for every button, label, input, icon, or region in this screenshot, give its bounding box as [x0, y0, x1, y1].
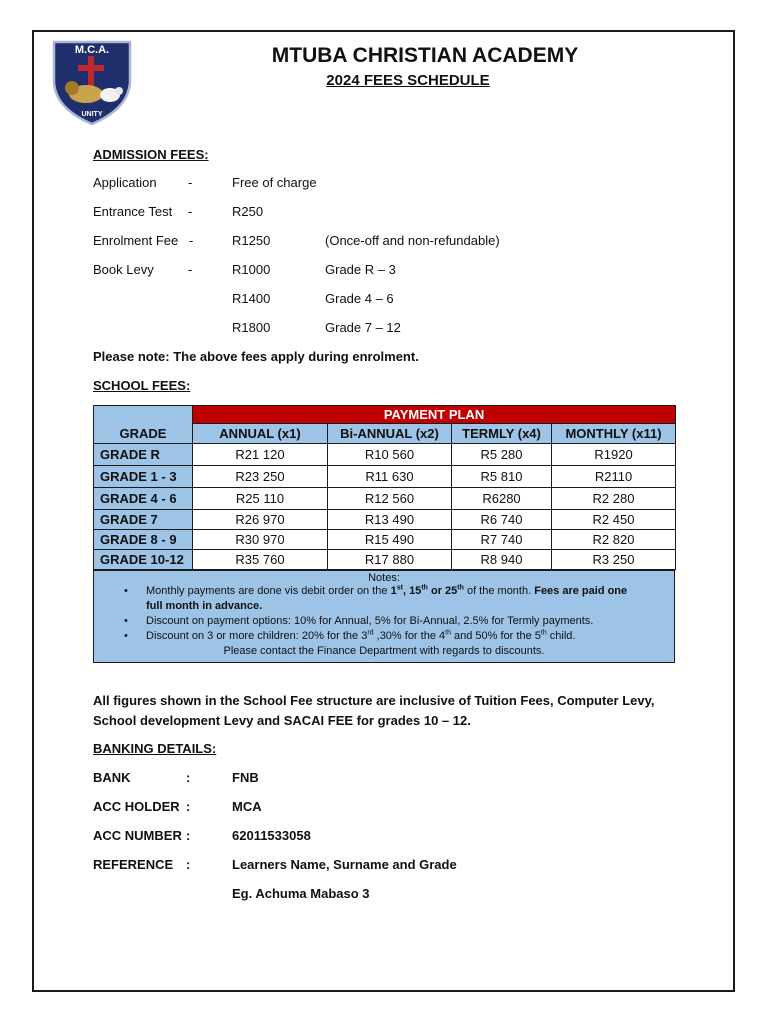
- fee-cell: R3 250: [552, 550, 676, 570]
- fee-cell: R23 250: [193, 466, 328, 488]
- grade-cell: GRADE 7: [94, 510, 193, 530]
- admission-dash: -: [188, 262, 193, 277]
- bullet-icon: •: [124, 615, 128, 627]
- fee-cell: R35 760: [193, 550, 328, 570]
- reference-label: REFERENCE: [93, 857, 174, 872]
- admission-dash: -: [189, 233, 194, 248]
- admission-fees-heading: ADMISSION FEES:: [93, 147, 209, 162]
- fees-notes-box: [93, 570, 675, 663]
- bank-value: FNB: [232, 770, 259, 785]
- banking-details-heading: BANKING DETAILS:: [93, 741, 217, 756]
- school-name-title: MTUBA CHRISTIAN ACADEMY: [271, 44, 579, 67]
- note-item: • Discount on payment options: 10% for Annual, 5% for Bi-Annual, 2.5% for Termly payments.: [124, 615, 594, 627]
- reference-example: Eg. Achuma Mabaso 3: [232, 886, 370, 901]
- admission-note: Grade 4 – 6: [325, 291, 394, 306]
- school-fees-heading: SCHOOL FEES:: [93, 378, 191, 393]
- acc-holder-colon: :: [186, 799, 191, 814]
- admission-amount: R1000: [232, 262, 271, 277]
- admission-amount: R1250: [232, 233, 271, 248]
- svg-text:M.C.A.: M.C.A.: [74, 44, 110, 56]
- fee-cell: R2 280: [552, 488, 676, 510]
- acc-holder-label: ACC HOLDER: [93, 799, 180, 814]
- table-row: [94, 530, 676, 550]
- fee-cell: R13 490: [328, 510, 452, 530]
- fee-cell: R2 450: [552, 510, 676, 530]
- reference-value: Learners Name, Surname and Grade: [232, 857, 457, 872]
- fee-cell: R15 490: [328, 530, 452, 550]
- admission-amount: R1800: [232, 320, 271, 335]
- column-header: Bi-ANNUAL (x2): [328, 424, 452, 444]
- admission-note: Grade 7 – 12: [325, 320, 401, 335]
- table-row: [94, 550, 676, 570]
- grade-cell: GRADE 10-12: [94, 550, 193, 570]
- fee-cell: R1920: [552, 444, 676, 466]
- table-row: [94, 466, 676, 488]
- fee-cell: R7 740: [452, 530, 552, 550]
- admission-label: Book Levy: [93, 262, 154, 277]
- fee-cell: R5 810: [452, 466, 552, 488]
- fee-cell: R25 110: [193, 488, 328, 510]
- fee-cell: R6 740: [452, 510, 552, 530]
- admission-dash: -: [188, 204, 193, 219]
- column-header: MONTHLY (x11): [552, 424, 676, 444]
- inclusive-statement-line1: All figures shown in the School Fee structure are inclusive of Tuition Fees, Computer Levy,: [93, 693, 655, 708]
- fee-cell: R17 880: [328, 550, 452, 570]
- acc-number-value: 62011533058: [232, 828, 311, 843]
- grade-cell: GRADE 8 - 9: [94, 530, 193, 550]
- admission-label: Entrance Test: [93, 204, 173, 219]
- grade-cell: GRADE R: [94, 444, 193, 466]
- fees-table: [93, 405, 676, 570]
- grade-cell: GRADE 1 - 3: [94, 466, 193, 488]
- fee-cell: R12 560: [328, 488, 452, 510]
- notes-title: Notes:: [368, 572, 400, 584]
- admission-amount: R1400: [232, 291, 271, 306]
- table-row: [94, 488, 676, 510]
- note-item: • Discount on 3 or more children: 20% for the 3rd ,30% for the 4th and 50% for the 5th child.: [124, 629, 576, 642]
- acc-number-label: ACC NUMBER: [93, 828, 182, 843]
- bank-label: BANK: [93, 770, 131, 785]
- admission-dash: -: [188, 175, 193, 190]
- bank-colon: :: [186, 770, 191, 785]
- fee-cell: R8 940: [452, 550, 552, 570]
- fee-cell: R2 820: [552, 530, 676, 550]
- column-header: ANNUAL (x1): [193, 424, 328, 444]
- enrolment-note: Please note: The above fees apply during enrolment.: [93, 349, 419, 364]
- inclusive-statement-line2: School development Levy and SACAI FEE for grades 10 – 12.: [93, 713, 471, 728]
- fee-cell: R5 280: [452, 444, 552, 466]
- fee-cell: R26 970: [193, 510, 328, 530]
- admission-amount: Free of charge: [232, 175, 317, 190]
- bullet-icon: •: [124, 585, 128, 597]
- payment-plan-header: PAYMENT PLAN: [193, 406, 676, 424]
- column-header: TERMLY (x4): [452, 424, 552, 444]
- fee-cell: R11 630: [328, 466, 452, 488]
- admission-note: Grade R – 3: [325, 262, 396, 277]
- fee-cell: R30 970: [193, 530, 328, 550]
- grade-cell: GRADE 4 - 6: [94, 488, 193, 510]
- notes-contact: Please contact the Finance Department with regards to discounts.: [223, 645, 545, 657]
- fee-cell: R2110: [552, 466, 676, 488]
- admission-label: Enrolment Fee: [93, 233, 179, 248]
- admission-note: (Once-off and non-refundable): [325, 233, 500, 248]
- admission-label: Application: [93, 175, 157, 190]
- acc-number-colon: :: [186, 828, 191, 843]
- fee-cell: R10 560: [328, 444, 452, 466]
- reference-colon: :: [186, 857, 191, 872]
- fee-cell: R21 120: [193, 444, 328, 466]
- bullet-icon: •: [124, 630, 128, 642]
- fee-cell: R6280: [452, 488, 552, 510]
- admission-amount: R250: [232, 204, 264, 219]
- table-row: [94, 444, 676, 466]
- grade-header: GRADE: [94, 406, 193, 444]
- acc-holder-value: MCA: [232, 799, 262, 814]
- note-item: • Monthly payments are done vis debit order on the 1st, 15th or 25th of the month. Fees are paid one full month in advance.: [124, 584, 628, 612]
- table-row: [94, 510, 676, 530]
- fees-schedule-subtitle: 2024 FEES SCHEDULE: [326, 72, 490, 89]
- svg-text:UNITY: UNITY: [81, 111, 103, 118]
